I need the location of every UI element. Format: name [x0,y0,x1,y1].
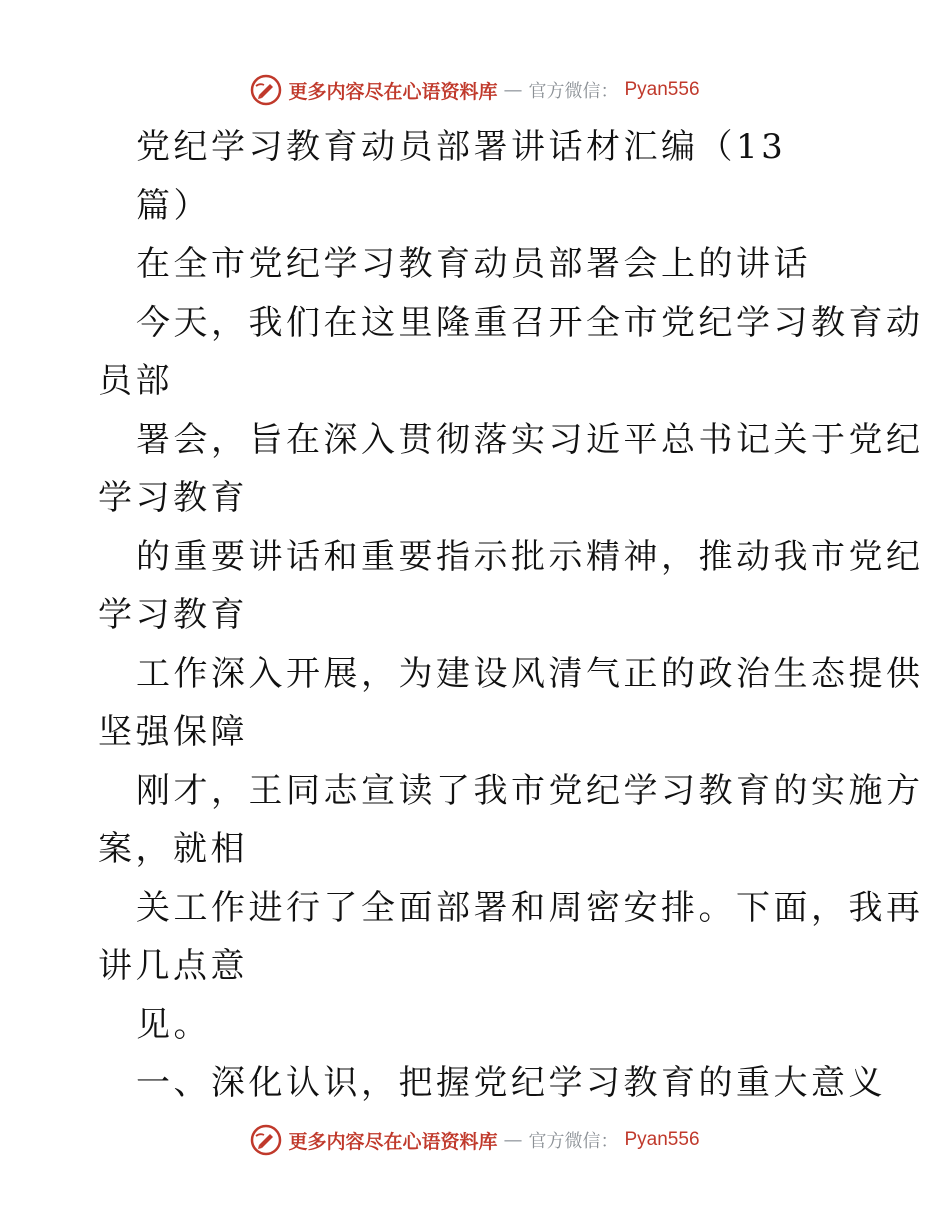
banner-official-label: 官方微信： [528,1131,619,1152]
paragraph-line: 署会，旨在深入贯彻落实习近平总书记关于党纪 [136,419,924,460]
paragraph-line: 见。 [136,1004,211,1045]
paragraph-line: 案，就相 [98,829,248,869]
banner-brand-text: 更多内容尽在心语资料库 [288,80,498,103]
section-heading: 一、深化认识，把握党纪学习教育的重大意义 [136,1063,886,1103]
banner-wechat-id: Pyan556 [624,1129,700,1150]
speech-heading: 在全市党纪学习教育动员部署会上的讲话 [136,244,811,284]
book-pen-logo-icon [250,74,282,106]
document-body [98,118,924,1113]
banner-official-label: 官方微信： [528,81,619,102]
paragraph-line: 学习教育 [98,478,248,518]
document-title-line: 篇） [136,185,211,226]
document-title-line: 党纪学习教育动员部署讲话材汇编（13 [136,127,787,167]
paragraph-line: 刚才，王同志宣读了我市党纪学习教育的实施方 [136,770,924,811]
paragraph-line: 学习教育 [98,595,248,635]
paragraph-line: 关工作进行了全面部署和周密安排。下面，我再 [136,887,924,928]
paragraph-line: 今天，我们在这里隆重召开全市党纪学习教育动 [136,302,924,343]
paragraph-line: 员部 [98,361,173,401]
footer-watermark-banner [0,1120,950,1160]
banner-separator: — [503,1129,523,1151]
banner-brand-text: 更多内容尽在心语资料库 [288,1130,498,1153]
paragraph-line: 的重要讲话和重要指示批示精神，推动我市党纪 [136,536,924,577]
banner-wechat-id: Pyan556 [624,79,700,100]
paragraph-line: 讲几点意 [98,946,248,986]
paragraph-line: 坚强保障 [98,712,248,752]
book-pen-logo-icon [250,1124,282,1156]
header-watermark-banner [0,70,950,110]
paragraph-line: 工作深入开展，为建设风清气正的政治生态提供 [136,653,924,694]
banner-separator: — [503,79,523,101]
